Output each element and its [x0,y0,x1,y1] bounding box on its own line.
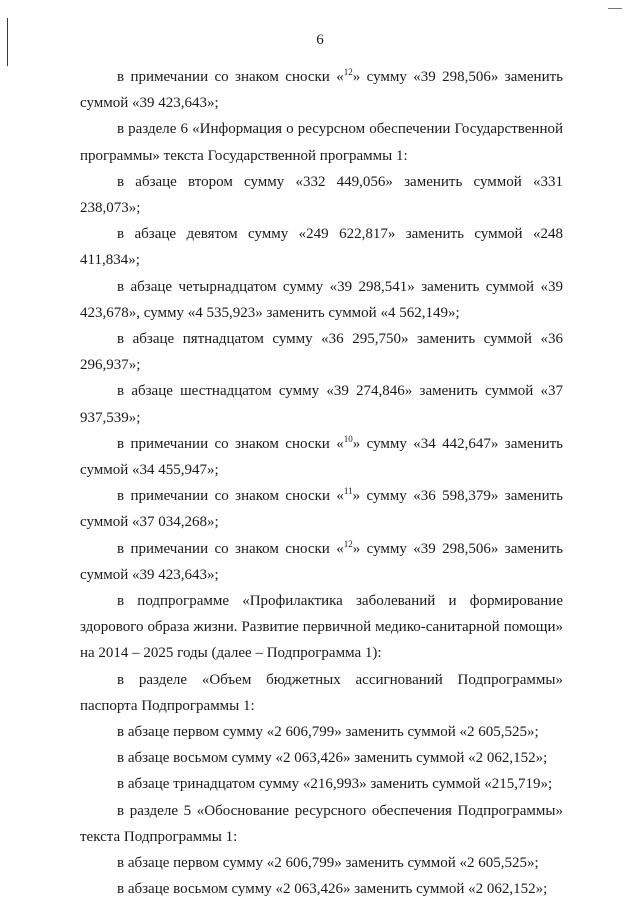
paragraph-4: в абзаце девятом сумму «249 622,817» заменить суммой «248 411,834»; [80,226,563,269]
paragraph-2: в разделе 6 «Информация о ресурсном обеспечении Государственной программы» текста Государственной программы 1: [80,121,563,164]
paragraph-12: в разделе «Объем бюджетных ассигнований Подпрограммы» паспорта Подпрограммы 1: [80,671,563,714]
page-number: 6 [316,32,324,48]
paragraph-7: в абзаце шестнадцатом сумму «39 274,846» заменить суммой «37 937,539»; [80,383,563,426]
paragraph-9: в примечании со знаком сноски «$^{11}$» сумму «36 598,379» заменить суммой «37 034,268»; [80,486,563,531]
paragraph-16: в разделе 5 «Обоснование ресурсного обеспечения Подпрограммы» текста Подпрограммы 1: [80,802,563,845]
paragraph-10: в примечании со знаком сноски «$^{12}$» сумму «39 298,506» заменить суммой «39 423,643»; [80,538,563,583]
scan-corner-mark [608,8,622,9]
paragraph-15: в абзаце тринадцатом сумму «216,993» заменить суммой «215,719»; [117,776,553,793]
paragraph-13: в абзаце первом сумму «2 606,799» заменить суммой «2 605,525»; [117,724,539,741]
paragraph-14: в абзаце восьмом сумму «2 063,426» заменить суммой «2 062,152»; [117,750,548,767]
paragraph-17: в абзаце первом сумму «2 606,799» заменить суммой «2 605,525»; [117,855,539,872]
paragraph-3: в абзаце втором сумму «332 449,056» заменить суммой «331 238,073»; [80,173,563,217]
paragraph-1: в примечании со знаком сноски «$^{12}$» сумму «39 298,506» заменить суммой «39 423,643»; [80,67,563,112]
paragraph-18: в абзаце восьмом сумму «2 063,426» заменить суммой «2 062,152»; [117,881,548,898]
paragraph-6: в абзаце пятнадцатом сумму «36 295,750» заменить суммой «36 296,937»; [80,331,563,374]
paragraph-11: в подпрограмме «Профилактика заболеваний и формирование здорового образа жизни. Развитие первичной медико-санитарной помощи» на 2014 – 2025 годы (далее – Подпрограмма 1): [80,593,563,662]
paragraph-5: в абзаце четырнадцатом сумму «39 298,541» заменить суммой «39 423,678», сумму «4 535,923» заменить суммой «4 562,149»; [80,278,563,321]
paragraph-8: в примечании со знаком сноски «$^{10}$» сумму «34 442,647» заменить суммой «34 455,947»; [80,433,563,479]
document-body [80,64,563,903]
